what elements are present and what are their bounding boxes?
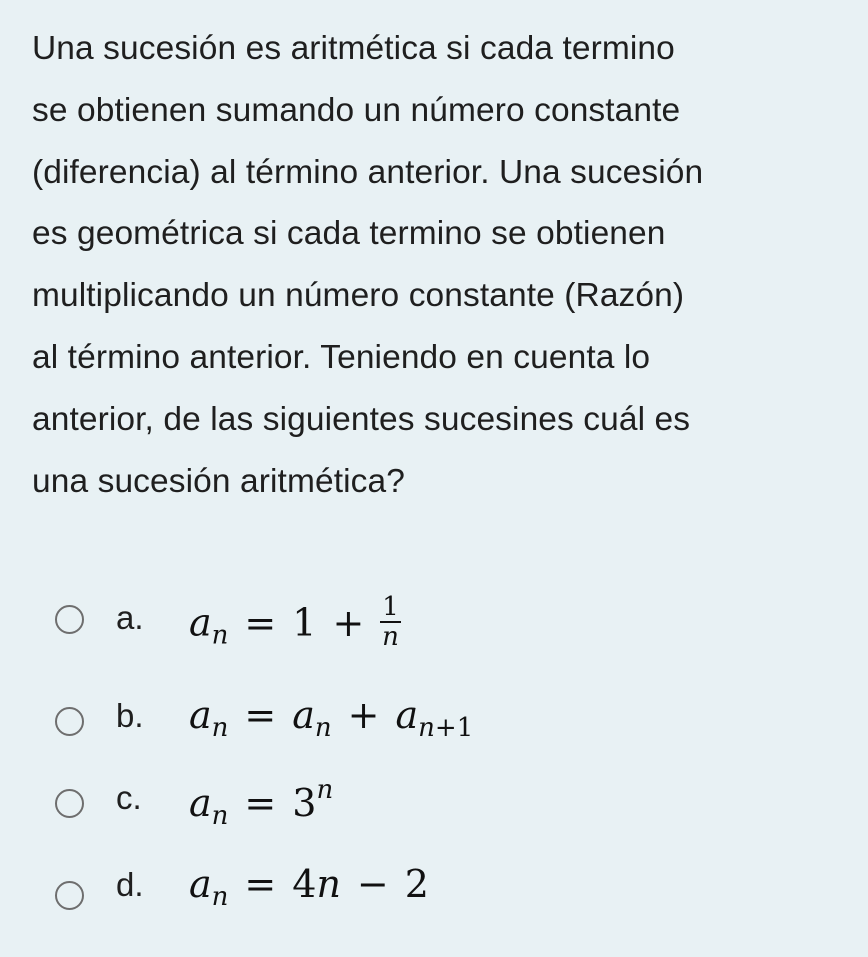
option-d-radio[interactable] — [55, 881, 84, 910]
option-b-radio[interactable] — [55, 707, 84, 736]
question-line: una sucesión aritmética? — [32, 462, 405, 500]
fraction-numerator: 1 — [382, 592, 399, 622]
formula-subscript: n — [314, 713, 332, 743]
option-a-letter: a. — [116, 599, 144, 636]
question-line: se obtienen sumando un número constante — [32, 91, 681, 129]
question-line: al término anterior. Teniendo en cuenta lo — [32, 338, 651, 376]
formula-term: 4 — [292, 862, 317, 906]
formula-term: n — [316, 862, 341, 906]
option-d-formula — [189, 862, 429, 912]
formula-term: a — [189, 693, 212, 737]
subscript-variable: n — [418, 713, 435, 743]
formula-term: a — [292, 693, 315, 737]
formula-subscript: n — [211, 713, 229, 743]
question-line: (diferencia) al término anterior. Una sucesión — [32, 153, 704, 191]
formula-term: 3 — [292, 781, 317, 825]
fraction-denominator: n — [382, 622, 399, 652]
option-a-formula — [189, 592, 401, 655]
question-line: Una sucesión es aritmética si cada termino — [32, 30, 675, 67]
formula-term: a — [395, 693, 419, 737]
option-c-formula — [189, 775, 333, 831]
option-c-radio[interactable] — [55, 789, 84, 818]
formula-term: a — [189, 862, 212, 906]
formula-term: a — [189, 600, 212, 645]
formula-operator: + — [347, 693, 380, 737]
formula-term: 1 — [292, 600, 317, 645]
formula-subscript: n — [211, 882, 229, 912]
formula-operator: = — [244, 693, 277, 737]
option-a-radio[interactable] — [55, 605, 84, 634]
formula-term: 2 — [404, 862, 429, 906]
option-b-formula — [189, 693, 473, 743]
formula-subscript: n — [211, 620, 229, 651]
formula-operator: − — [356, 862, 389, 906]
question-line: es geométrica si cada termino se obtienen — [32, 215, 666, 253]
question-line: multiplicando un número constante (Razón) — [32, 277, 685, 315]
formula-operator: + — [332, 600, 365, 645]
formula-subscript: n — [211, 801, 229, 831]
formula-term: a — [189, 781, 212, 825]
formula-operator: = — [244, 600, 277, 645]
formula-fraction — [380, 593, 401, 651]
formula-operator: = — [244, 781, 277, 825]
question-line: anterior, de las siguientes sucesines cuál es — [32, 400, 691, 438]
formula-exponent: n — [316, 775, 334, 805]
subscript-offset: +1 — [434, 713, 474, 743]
option-c-letter: c. — [116, 779, 142, 816]
formula-subscript — [418, 713, 473, 743]
formula-operator: = — [244, 862, 277, 906]
option-d-letter: d. — [116, 866, 144, 903]
option-b-letter: b. — [116, 697, 144, 734]
